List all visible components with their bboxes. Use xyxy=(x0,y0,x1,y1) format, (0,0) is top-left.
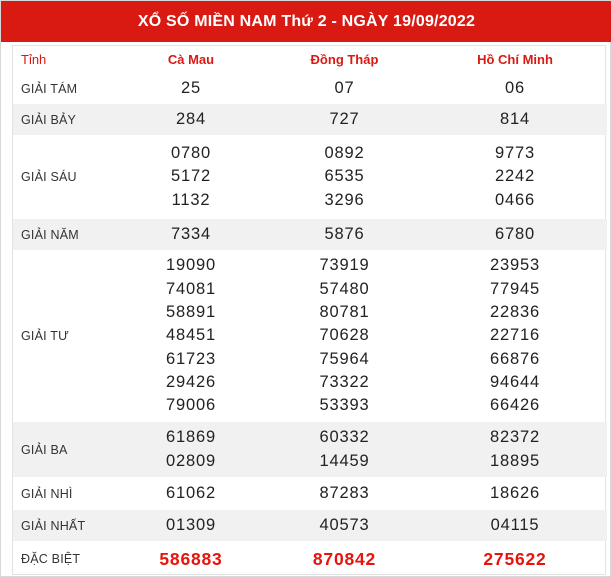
prize-number: 53393 xyxy=(319,396,370,415)
prize-row-3 xyxy=(13,422,607,477)
results-table-container xyxy=(12,45,606,575)
prize-number: 40573 xyxy=(319,516,370,534)
page-title: XỔ SỐ MIỀN NAM Thứ 2 - NGÀY 19/09/2022 xyxy=(1,1,611,42)
prize-number: 29426 xyxy=(166,372,216,391)
header-row xyxy=(13,46,607,73)
prize-number: 61869 xyxy=(166,428,216,447)
prize-name: ĐẶC BIỆT xyxy=(21,552,81,566)
prize-number: 19090 xyxy=(166,256,216,275)
province-column-label: Tỉnh xyxy=(21,52,47,67)
prize-number: 77945 xyxy=(490,279,540,298)
prize-number: 80781 xyxy=(319,303,370,322)
prize-number: 5172 xyxy=(171,167,211,186)
prize-number: 66876 xyxy=(490,349,540,368)
prize-row-6 xyxy=(13,135,607,219)
prize-name: GIẢI SÁU xyxy=(21,170,77,184)
prize-row-8 xyxy=(13,73,607,104)
prize-row-1 xyxy=(13,510,607,541)
prize-number: 814 xyxy=(500,110,530,128)
prize-number: 0780 xyxy=(171,144,211,163)
prize-row-2 xyxy=(13,477,607,510)
special-prize-number: 586883 xyxy=(159,549,223,569)
prize-number: 7334 xyxy=(171,225,211,243)
prize-number: 79006 xyxy=(166,396,216,415)
prize-number: 61723 xyxy=(166,349,216,368)
prize-number: 22716 xyxy=(490,326,540,345)
prize-number: 66426 xyxy=(490,396,540,415)
prize-row-special xyxy=(13,541,607,577)
prize-number: 727 xyxy=(329,110,360,128)
prize-number: 0892 xyxy=(324,144,365,163)
prize-number: 1132 xyxy=(171,190,211,209)
prize-number: 48451 xyxy=(166,326,216,345)
prize-number: 82372 xyxy=(490,428,540,447)
prize-number: 14459 xyxy=(319,451,370,470)
prize-number: 3296 xyxy=(324,190,365,209)
prize-number: 73322 xyxy=(319,372,370,391)
prize-row-7 xyxy=(13,104,607,135)
prize-number: 25 xyxy=(181,79,201,97)
results-table xyxy=(13,46,607,577)
prize-number: 75964 xyxy=(319,349,370,368)
prize-name: GIẢI TÁM xyxy=(21,81,78,96)
prize-number: 57480 xyxy=(319,279,370,298)
prize-name: GIẢI NĂM xyxy=(13,219,116,250)
special-prize-number: 870842 xyxy=(312,549,377,569)
prize-number: 02809 xyxy=(166,451,216,470)
prize-number: 58891 xyxy=(166,303,216,322)
province-ca-mau[interactable]: Cà Mau xyxy=(167,52,215,67)
prize-number: 2242 xyxy=(495,167,535,186)
prize-number: 18895 xyxy=(490,451,540,470)
prize-number: 87283 xyxy=(319,484,370,502)
prize-number: 04115 xyxy=(490,516,540,534)
prize-name: GIẢI BA xyxy=(13,422,116,477)
prize-number: 22836 xyxy=(490,303,540,322)
prize-number: 01309 xyxy=(166,516,216,534)
prize-name: GIẢI NHẤT xyxy=(13,510,116,541)
prize-number: 5876 xyxy=(324,225,365,243)
province-ho-chi-minh[interactable]: Hồ Chí Minh xyxy=(477,52,553,67)
prize-number: 0466 xyxy=(495,190,535,209)
prize-number: 74081 xyxy=(166,279,216,298)
prize-row-4 xyxy=(13,250,607,422)
prize-number: 23953 xyxy=(490,256,540,275)
prize-number: 18626 xyxy=(490,484,540,502)
prize-number: 07 xyxy=(334,79,355,97)
prize-number: 9773 xyxy=(495,144,535,163)
prize-number: 06 xyxy=(505,79,525,97)
prize-row-5 xyxy=(13,219,607,250)
special-prize-number: 275622 xyxy=(483,549,547,569)
prize-name: GIẢI BẢY xyxy=(13,104,116,135)
prize-number: 6535 xyxy=(324,167,365,186)
prize-number: 94644 xyxy=(490,372,540,391)
prize-number: 6780 xyxy=(495,225,535,243)
prize-number: 284 xyxy=(176,110,206,128)
province-dong-thap[interactable]: Đồng Tháp xyxy=(310,52,379,67)
prize-number: 70628 xyxy=(319,326,370,345)
prize-number: 60332 xyxy=(319,428,370,447)
prize-name: GIẢI NHÌ xyxy=(21,486,73,501)
prize-number: 73919 xyxy=(319,256,370,275)
prize-number: 61062 xyxy=(166,484,216,502)
prize-name: GIẢI TƯ xyxy=(21,329,69,343)
